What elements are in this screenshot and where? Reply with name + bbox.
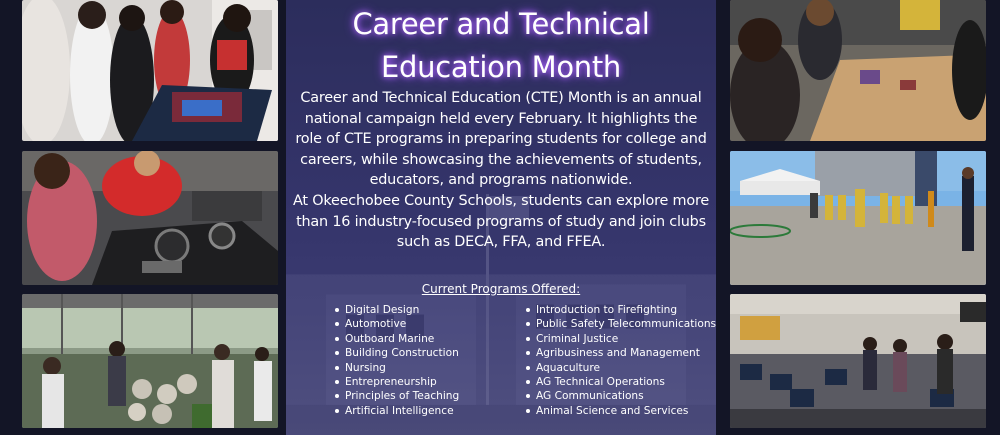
list-item: Digital Design — [333, 303, 459, 317]
list-item: Principles of Teaching — [333, 389, 459, 403]
programs-list-right — [524, 303, 716, 418]
list-item: Public Safety Telecommunications — [524, 317, 716, 331]
cte-month-info-panel — [286, 0, 716, 435]
page-title — [286, 3, 716, 89]
list-item: Building Construction — [333, 346, 459, 360]
list-item: Animal Science and Services — [524, 404, 716, 418]
list-item: Introduction to Firefighting — [524, 303, 716, 317]
description-paragraph-2: At Okeechobee County Schools, students can explore more than 16 industry-focused programs of study and join clubs such as DECA, FFA, and FFEA. — [292, 192, 710, 251]
list-item: Agribusiness and Management — [524, 346, 716, 360]
list-item: AG Technical Operations — [524, 375, 716, 389]
title-line-1: Career and Technical — [352, 7, 650, 41]
list-item: Automotive — [333, 317, 459, 331]
photo-firefighting-drill — [730, 151, 986, 285]
list-item: Outboard Marine — [333, 332, 459, 346]
list-item: Nursing — [333, 361, 459, 375]
list-item: Aquaculture — [524, 361, 716, 375]
list-item: Criminal Justice — [524, 332, 716, 346]
programs-heading: Current Programs Offered: — [421, 282, 581, 296]
list-item: AG Communications — [524, 389, 716, 403]
photo-greenhouse — [22, 294, 278, 428]
photo-students-workbench — [730, 0, 986, 141]
photo-students-interactive-table — [22, 0, 278, 141]
title-line-2: Education Month — [381, 50, 621, 84]
photo-computer-lab — [730, 294, 986, 428]
programs-list-left — [333, 303, 459, 418]
description-paragraph-1: Career and Technical Education (CTE) Month is an annual national campaign held every February. It highlights the role of CTE programs in preparing students for college and careers, while showcasing the achievements of students, educators, and programs nationwide. — [295, 90, 707, 189]
list-item: Entrepreneurship — [333, 375, 459, 389]
list-item: Artificial Intelligence — [333, 404, 459, 418]
photo-automotive-engine — [22, 151, 278, 285]
description — [292, 88, 710, 253]
